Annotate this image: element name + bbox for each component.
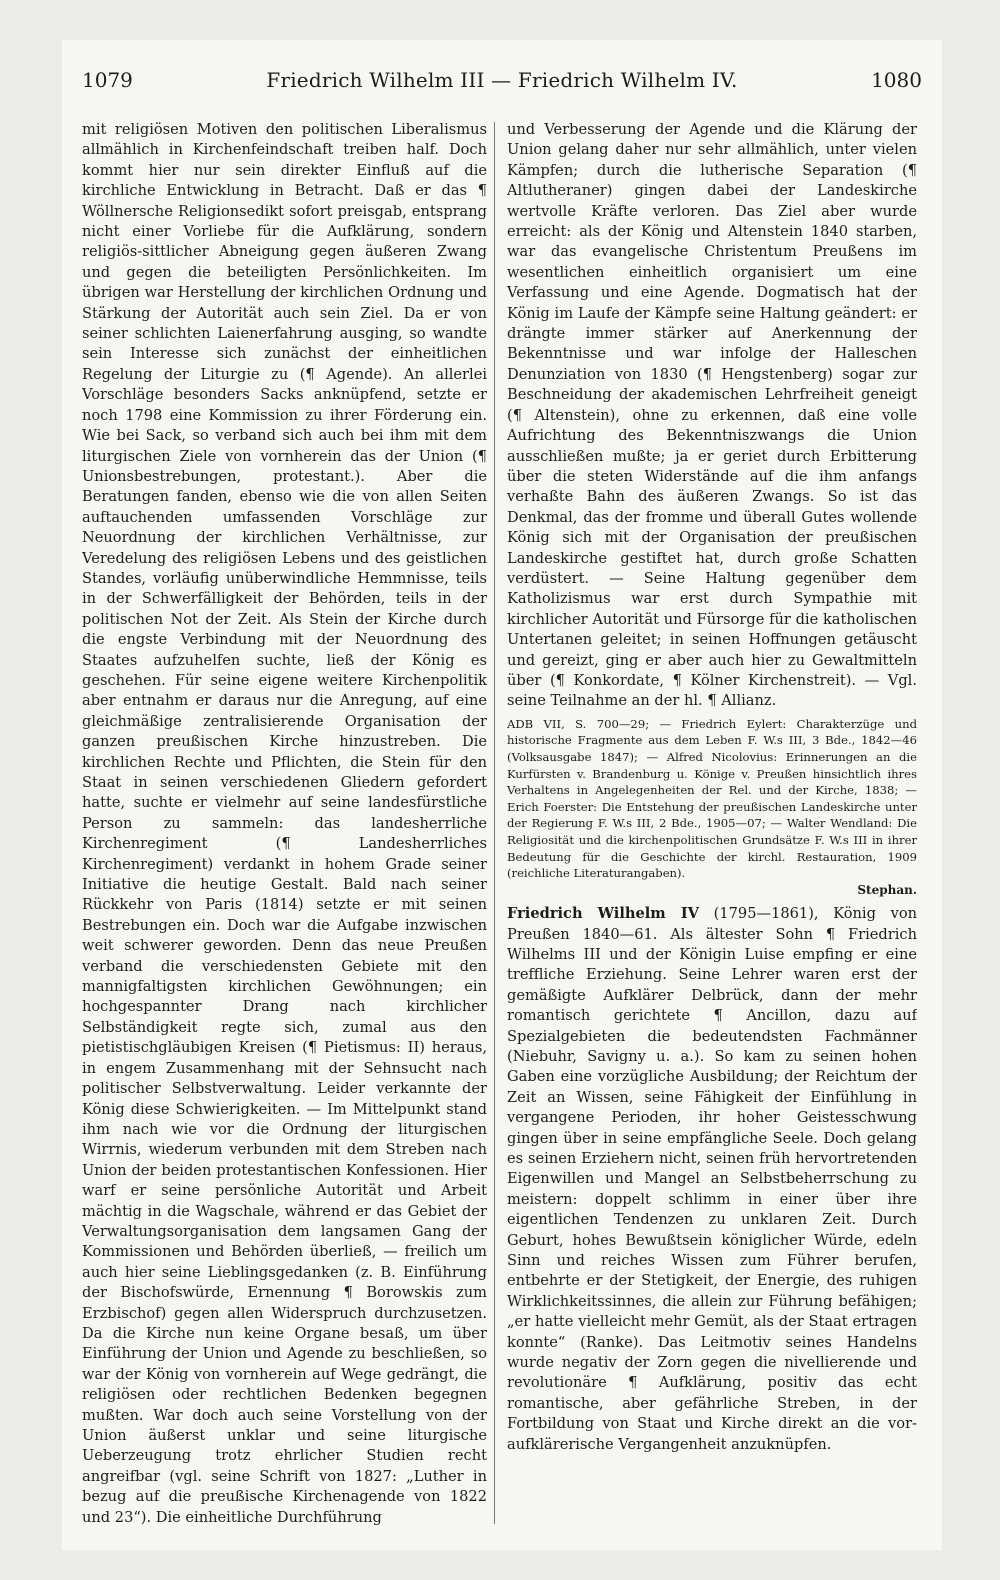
entry-paragraph xyxy=(507,904,917,1455)
literature-references: ADB VII, S. 700—29; — Friedrich Eylert: Charakterzüge und historische Fragmente aus dem Leben F. W.s III, 3 Bde., 1842—46 (Volksausgabe 1847); — Alfred Nicolovius: Erinnerungen an die Kurfürsten v. Brandenburg u. Könige v. Preußen hinsichtlich ihres Verhaltens in Angelegenheiten der Rel. und der Kirche, 1838; — Erich Foerster: Die Entstehung der preußischen Landeskirche unter der Regierung F. W.s III, 2 Bde., 1905—07; — Walter Wendland: Die Religiosität und die kirchenpolitischen Grundsätze F. W.s III in ihrer Bedeutung für die Geschichte der kirchl. Restauration, 1909 (reichliche Literaturangaben). xyxy=(507,716,917,881)
page-header xyxy=(82,68,922,104)
left-column-text: mit religiösen Motiven den politischen Liberalismus allmählich in Kirchenfeindschaft treiben half. Doch kommt hier nur sein direkter Einfluß auf die kirchliche Entwicklung in Betracht. Daß er das ¶ Wöllnersche Religionsedikt sofort preisgab, entsprang nicht einer Vorliebe für die Aufklärung, sondern religiös-sittlicher Abneigung gegen äußeren Zwang und gegen die beteiligten Persönlichkeiten. Im übrigen war Herstellung der kirchlichen Ordnung und Stärkung der Autorität auch sein Ziel. Da er von seiner schlichten Laienerfahrung ausging, so wandte sein Interesse sich zunächst der einheitlichen Regelung der Liturgie zu (¶ Agende). An allerlei Vorschläge besonders Sacks anknüpfend, setzte er noch 1798 eine Kommission zu ihrer Förderung ein. Wie bei Sack, so verband sich auch bei ihm mit dem liturgischen Ziele von vornherein das der Union (¶ Unionsbestrebungen, protestant.). Aber die Beratungen fanden, ebenso wie die von allen Seiten auftauchenden umfassenden Vorschläge zur Neuordnung der kirchlichen Verhältnisse, zur Veredelung des religiösen Lebens und des geistlichen Standes, vorläufig unüberwindliche Hemmnisse, teils in der Schwerfälligkeit der Behörden, teils in der politischen Not der Zeit. Als Stein der Kirche durch die engste Verbindung mit der Neuordnung des Staates aufzuhelfen suchte, ließ der König es geschehen. Für seine eigene weitere Kirchenpolitik aber entnahm er daraus nur die Anregung, auf eine gleichmäßige zentralisierende Organisation der ganzen preußischen Kirche hinzustreben. Die kirchlichen Rechte und Pflichten, die Stein für den Staat in seinen verschiedenen Gliedern gefordert hatte, suchte er vielmehr auf seine landesfürstliche Person zu sammeln: das landesherrliche Kirchenregiment (¶ Landesherrliches Kirchenregiment) verdankt in hohem Grade seiner Initiative die heutige Gestalt. Bald nach seiner Rückkehr von Paris (1814) setzte er mit seinen Bestrebungen ein. Doch war die Aufgabe inzwischen weit schwerer geworden. Denn das neue Preußen verband die verschiedensten Gebiete mit den mannigfaltigsten kirchlichen Gewöhnungen; ein hochgespannter Drang nach kirchlicher Selbständigkeit regte sich, zumal aus den pietistischgläubigen Kreisen (¶ Pietismus: II) heraus, in engem Zusammenhang mit der Sehnsucht nach politischer Selbstverwaltung. Leider verkannte der König diese Schwierigkeiten. — Im Mittelpunkt stand ihm nach wie vor die Ordnung der liturgischen Wirrnis, wiederum verbunden mit dem Streben nach Union der beiden protestantischen Konfessionen. Hier warf er seine persönliche Autorität und Arbeit mächtig in die Wagschale, während er das Gebiet der Verwaltungsorganisation dem langsamen Gang der Kommissionen und Behörden überließ, — freilich um auch hier seine Lieblingsgedanken (z. B. Einführung der Bischofswürde, Ernennung ¶ Borowskis zum Erzbischof) gegen allen Widerspruch durchzusetzen. Da die Kirche nun keine Organe besaß, um über Einführung der Union und Agende zu beschließen, so war der König von vornherein auf Wege gedrängt, die religiösen oder rechtlichen Bedenken begegnen mußten. War doch auch seine Vorstellung von der Union äußerst unklar und seine liturgische Ueberzeugung trotz ehrlicher Studien recht angreifbar (vgl. seine Schrift von 1827: „Luther in bezug auf die preußische Kirchenagende von 1822 und 23“). Die einheitliche Durchführung xyxy=(82,121,487,1526)
page-number-left: 1079 xyxy=(82,68,133,92)
document-page xyxy=(62,40,942,1550)
right-column xyxy=(507,120,917,1530)
left-column xyxy=(82,120,487,1530)
entry-title: Friedrich Wilhelm IV xyxy=(507,905,699,923)
column-divider xyxy=(494,122,495,1524)
running-title: Friedrich Wilhelm III — Friedrich Wilhelm IV. xyxy=(266,68,738,92)
right-column-text: und Verbesserung der Agende und die Klärung der Union gelang daher nur sehr allmählich, unter vielen Kämpfen; durch die lutherische Separation (¶ Altlutheraner) gingen dabei der Landeskirche wertvolle Kräfte verloren. Das Ziel aber wurde erreicht: als der König und Altenstein 1840 starben, war das evangelische Christentum Preußens im wesentlichen einheitlich organisiert um eine Verfassung und eine Agende. Dogmatisch hat der König im Laufe der Kämpfe seine Haltung geändert: er drängte immer stärker auf Anerkennung der Bekenntnisse und war infolge der Halleschen Denunziation von 1830 (¶ Hengstenberg) sogar zur Beschneidung der akademischen Lehrfreiheit geneigt (¶ Altenstein), ohne zu erkennen, daß eine volle Aufrichtung des Bekenntniszwangs die Union ausschließen mußte; ja er geriet durch Erbitterung über die steten Widerstände auf die ihm anfangs verhaßte Bahn des äußeren Zwangs. So ist das Denkmal, das der fromme und überall Gutes wollende König sich mit der Organisation der preußischen Landeskirche gestiftet hat, durch große Schatten verdüstert. — Seine Haltung gegenüber dem Katholizismus war erst durch Sympathie mit kirchlicher Autorität und Fürsorge für die katholischen Untertanen geleitet; in seinen Hoffnungen getäuscht und gereizt, ging er aber auch hier zu Gewaltmitteln über (¶ Konkordate, ¶ Kölner Kirchenstreit). — Vgl. seine Teilnahme an der hl. ¶ Allianz. xyxy=(507,121,917,710)
page-number-right: 1080 xyxy=(871,68,922,92)
author-signature: Stephan. xyxy=(857,882,917,897)
entry-text: (1795—1861), König von Preußen 1840—61. Als ältester Sohn ¶ Friedrich Wilhelms III und der Königin Luise empfing er eine treffliche Erziehung. Seine Lehrer waren erst der gemäßigte Aufklärer Delbrück, dann der mehr romantisch gerichtete ¶ Ancillon, dazu auf Spezialgebieten die bedeutendsten Fachmänner (Niebuhr, Savigny u. a.). So kam zu seinen hohen Gaben eine vorzügliche Ausbildung; der Reichtum der Zeit an Wissen, seine Fähigkeit der Einfühlung in vergangene Perioden, ihr hoher Geistesschwung gingen über in seine empfängliche Seele. Doch gelang es seinen Erziehern nicht, seinen früh hervortretenden Eigenwillen und Mangel an Selbstbeherrschung zu meistern: doppelt schlimm in einer über ihre eigentlichen Tendenzen zu unklaren Zeit. Durch Geburt, hohes Bewußtsein königlicher Würde, edeln Sinn und reiches Wissen zum Führer berufen, entbehrte er der Stetigkeit, der Energie, des ruhigen Wirklichkeitssinnes, die allein zur Führung befähigen; „er hatte vielleicht mehr Gemüt, als der Staat ertragen konnte“ (Ranke). Das Leitmotiv seines Handelns wurde negativ der Zorn gegen die nivellierende und revolutionäre ¶ Aufklärung, positiv das echt romantische, aber gefährliche Streben, in der Fortbildung von Staat und Kirche direkt an die vor-aufklärerische Vergangenheit anzuknüpfen. xyxy=(507,905,917,1453)
